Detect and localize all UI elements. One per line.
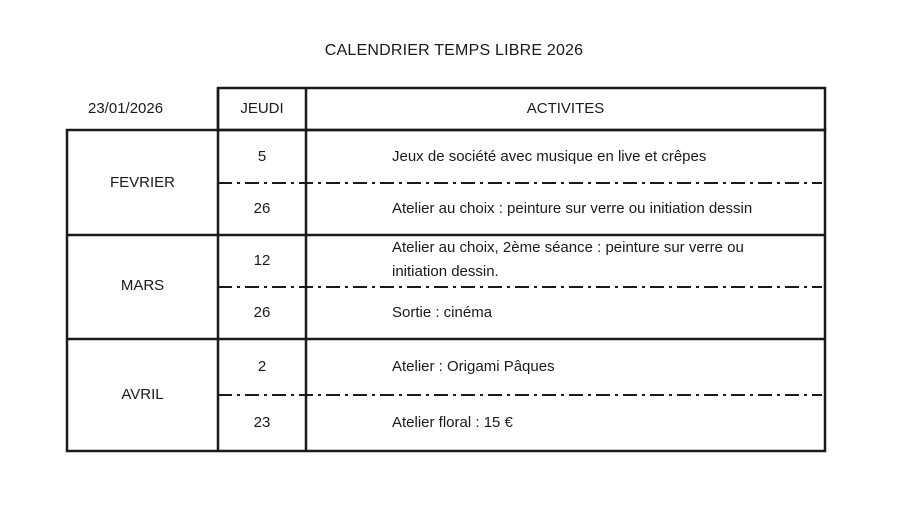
- header-activities: ACTIVITES: [526, 100, 605, 117]
- day-cell: 23: [253, 414, 271, 431]
- day-cell: 26: [253, 200, 271, 217]
- month-label: AVRIL: [121, 386, 164, 403]
- activity-cell: Atelier au choix : peinture sur verre ou initiation dessin: [392, 200, 753, 217]
- month-label: MARS: [120, 277, 165, 294]
- page-title: CALENDRIER TEMPS LIBRE 2026: [324, 42, 584, 59]
- day-cell: 5: [257, 148, 267, 165]
- header-day: JEUDI: [240, 100, 284, 117]
- day-cell: 2: [257, 358, 267, 375]
- activity-cell: Atelier floral : 15 €: [392, 414, 513, 431]
- day-cell: 26: [253, 304, 271, 321]
- document-date: 23/01/2026: [88, 100, 164, 117]
- activity-cell: Sortie : cinéma: [392, 304, 493, 321]
- activity-cell-line1: Atelier au choix, 2ème séance : peinture sur verre ou: [392, 239, 744, 256]
- day-cell: 12: [253, 252, 271, 269]
- activity-cell-line2: initiation dessin.: [392, 263, 499, 280]
- activity-cell: Atelier : Origami Pâques: [392, 358, 555, 375]
- month-label: FEVRIER: [109, 174, 175, 191]
- activity-cell: Jeux de société avec musique en live et crêpes: [392, 148, 707, 165]
